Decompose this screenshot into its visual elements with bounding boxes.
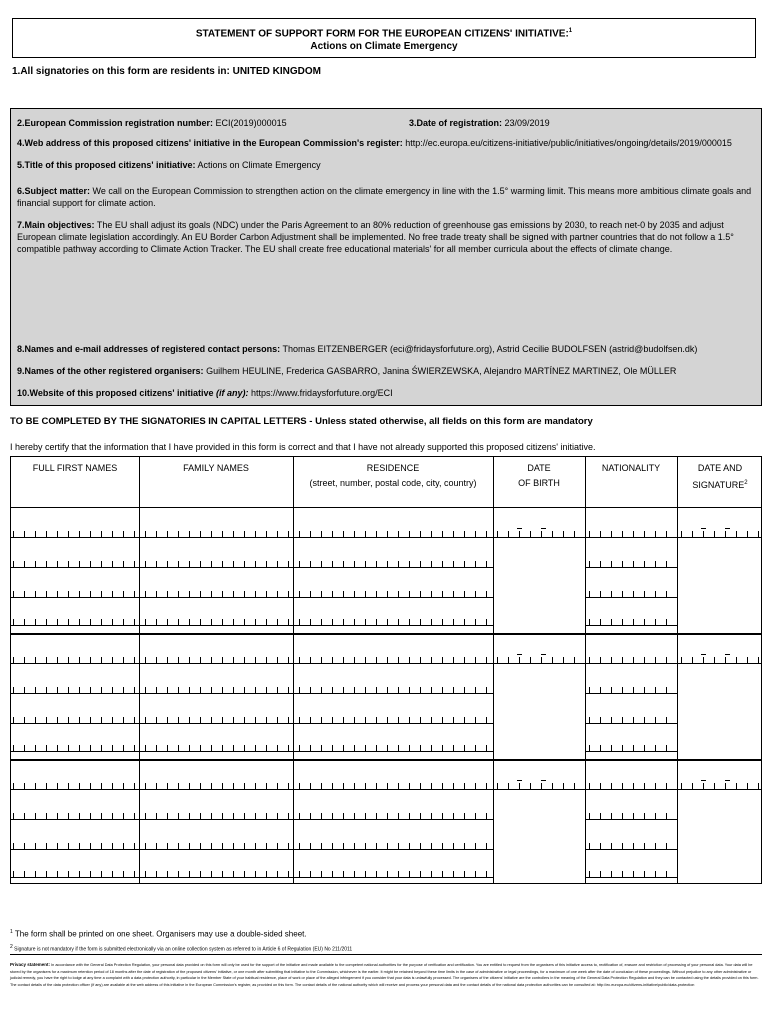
header-signature bbox=[677, 457, 763, 507]
nationality-line bbox=[585, 877, 677, 878]
signature-date-separator bbox=[701, 780, 706, 781]
website-if-any: (if any): bbox=[216, 388, 249, 398]
nationality-ticks bbox=[589, 717, 675, 723]
organisers-label: 9.Names of the other registered organisers: bbox=[17, 366, 204, 376]
character-ticks bbox=[13, 591, 491, 597]
entry-line bbox=[11, 567, 493, 568]
reg-date-group bbox=[409, 117, 550, 129]
character-ticks bbox=[13, 657, 491, 663]
signatory-divider bbox=[11, 759, 761, 761]
instructions-text: TO BE COMPLETED BY THE SIGNATORIES IN CAPITAL LETTERS - Unless stated otherwise, all fields on this form are mandatory bbox=[10, 416, 593, 427]
dob-line bbox=[493, 789, 585, 790]
nationality-line bbox=[585, 819, 677, 820]
signature-date-separator bbox=[725, 780, 730, 781]
web-address-row bbox=[17, 137, 753, 149]
signature-date-separator bbox=[701, 528, 706, 529]
objectives-value: The EU shall adjust its goals (NDC) under the Paris Agreement to an 80% reduction of greenhouse gas emissions by 2030, to reach net-0 by 2035 and adjust European climate legislation accordingly. An EU Border Carbon Adjustment shall be implemented. No free trade treaty shall be signed with partner countries that do not follow a 1.5° compatible pathway according to Climate Action Tracker. The EU shall create free educational materials' for all member curricula about the effects of climate change. bbox=[17, 220, 734, 254]
dob-line bbox=[493, 663, 585, 664]
initiative-title-label: 5.Title of this proposed citizens' initiative: bbox=[17, 160, 196, 170]
form-subtitle: Actions on Climate Emergency bbox=[310, 41, 458, 53]
website-label: 10.Website of this proposed citizens' initiative bbox=[17, 388, 214, 398]
entry-line bbox=[11, 877, 493, 878]
signature-date-ticks bbox=[681, 783, 759, 789]
header-residence-sub: (street, number, postal code, city, country) bbox=[309, 478, 477, 488]
character-ticks bbox=[13, 717, 491, 723]
signatures-table bbox=[10, 456, 762, 884]
reg-number-label: 2.European Commission registration number: bbox=[17, 118, 214, 128]
title-row bbox=[17, 159, 753, 171]
dob-separator bbox=[517, 654, 522, 655]
character-ticks bbox=[13, 619, 491, 625]
character-ticks bbox=[13, 813, 491, 819]
entry-line bbox=[11, 751, 493, 752]
header-divider bbox=[11, 507, 761, 508]
contacts-row bbox=[17, 343, 753, 355]
certification-text: I hereby certify that the information that I have provided in this form is correct and that I have not already supported this proposed citizens' initiative. bbox=[10, 442, 596, 452]
nationality-ticks bbox=[589, 619, 675, 625]
entry-line bbox=[11, 663, 493, 664]
header-residence bbox=[293, 457, 493, 507]
entry-line bbox=[11, 723, 493, 724]
header-family-names: FAMILY NAMES bbox=[183, 463, 249, 473]
nationality-line bbox=[585, 537, 677, 538]
objectives-label: 7.Main objectives: bbox=[17, 220, 95, 230]
header-signature-label: DATE AND SIGNATURE bbox=[692, 463, 745, 490]
website-value[interactable]: https://www.fridaysforfuture.org/ECI bbox=[251, 388, 393, 398]
signatory-divider bbox=[11, 633, 761, 635]
nationality-ticks bbox=[589, 745, 675, 751]
contacts-label: 8.Names and e-mail addresses of registered contact persons: bbox=[17, 344, 281, 354]
title-footnote-mark: 1 bbox=[568, 28, 573, 34]
signature-date-line bbox=[677, 789, 761, 790]
signature-date-line bbox=[677, 663, 761, 664]
header-residence-label: RESIDENCE bbox=[366, 463, 420, 473]
nationality-line bbox=[585, 597, 677, 598]
footnote-1: The form shall be printed on one sheet. Organisers may use a double-sided sheet. bbox=[14, 929, 307, 939]
nationality-line bbox=[585, 723, 677, 724]
form-title-box bbox=[12, 18, 756, 58]
dob-ticks bbox=[497, 657, 583, 663]
dob-line bbox=[493, 537, 585, 538]
header-dob-label: DATE bbox=[527, 463, 551, 473]
signature-date-ticks bbox=[681, 531, 759, 537]
header-dob bbox=[493, 457, 585, 507]
entry-line bbox=[11, 789, 493, 790]
footnote-2-mark: 2 bbox=[10, 943, 13, 950]
nationality-line bbox=[585, 849, 677, 850]
header-first-names: FULL FIRST NAMES bbox=[32, 463, 118, 473]
subject-value: We call on the European Commission to strengthen action on the climate emergency in line with the 1.5° warming limit. This means more ambitious climate goals and financial support for climate action. bbox=[17, 186, 752, 208]
dob-ticks bbox=[497, 783, 583, 789]
reg-date-value: 23/09/2019 bbox=[504, 118, 550, 128]
signature-date-ticks bbox=[681, 657, 759, 663]
dob-separator bbox=[517, 780, 522, 781]
nationality-ticks bbox=[589, 687, 675, 693]
nationality-line bbox=[585, 567, 677, 568]
nationality-ticks bbox=[589, 657, 675, 663]
subject-row bbox=[17, 185, 753, 209]
dob-separator bbox=[517, 528, 522, 529]
nationality-ticks bbox=[589, 561, 675, 567]
dob-ticks bbox=[497, 531, 583, 537]
header-signature-footnote-mark: 2 bbox=[744, 480, 748, 486]
nationality-ticks bbox=[589, 531, 675, 537]
contacts-value: Thomas EITZENBERGER (eci@fridaysforfuture.org), Astrid Cecilie BUDOLFSEN (astrid@budolfsen.dk) bbox=[282, 344, 698, 354]
entry-line bbox=[11, 625, 493, 626]
entry-line bbox=[11, 693, 493, 694]
reg-number-value: ECI(2019)000015 bbox=[215, 118, 287, 128]
entry-line bbox=[11, 819, 493, 820]
nationality-line bbox=[585, 663, 677, 664]
entry-line bbox=[11, 597, 493, 598]
footnote-2: Signature is not mandatory if the form is submitted electronically via an online collection system as referred to in Article 6 of Regulation (EU) No 211/2011 bbox=[14, 946, 353, 953]
reg-date-label: 3.Date of registration: bbox=[409, 118, 503, 128]
signature-date-separator bbox=[701, 654, 706, 655]
registration-row bbox=[17, 117, 753, 129]
footnote-1-mark: 1 bbox=[10, 929, 13, 935]
nationality-line bbox=[585, 693, 677, 694]
residents-statement: 1.All signatories on this form are residents in: UNITED KINGDOM bbox=[12, 66, 321, 77]
initiative-details-panel bbox=[10, 108, 762, 406]
entry-line bbox=[11, 537, 493, 538]
character-ticks bbox=[13, 687, 491, 693]
nationality-line bbox=[585, 789, 677, 790]
subject-label: 6.Subject matter: bbox=[17, 186, 91, 196]
website-row bbox=[17, 387, 753, 399]
character-ticks bbox=[13, 531, 491, 537]
form-title: STATEMENT OF SUPPORT FORM FOR THE EUROPEAN CITIZENS' INITIATIVE: bbox=[195, 28, 569, 40]
signature-date-separator bbox=[725, 528, 730, 529]
nationality-ticks bbox=[589, 813, 675, 819]
privacy-text: In accordance with the General Data Protection Regulation, your personal data provided on this form will only be used for the support of the initiative and made available to the competent national authorities for the purpose of verification and certification. You are entitled to request from the organisers of this initiative access to, rectification of, erasure and restriction of processing of your personal data. Your data will be stored by the organisers for a maximum retention period of 18 months after the date of registration of the proposed citizens' initiative, or one month after submitting that initiative to the Commission, whichever is the earlier. It might be retained beyond these time limits in the case of administrative or legal proceedings, for a maximum of one week after the date of conclusion of these proceedings. Without prejudice to any other administrative or judicial remedy, you have the right to lodge at any time a complaint with a data protection authority, in particular in the Member State of your habitual residence, place of work or place of the alleged infringement if you consider that your data is unlawfully processed. The organisers of the citizens' initiative are the controllers in the meaning of the General Data Protection Regulation and they can be contacted using the details provided on this form. The contact details of the data protection officer (if any) are available at the web address of this initiative in the European Commission's register, as provided on this form. The contact details of the national authority which will receive and process your personal data and the contact details of the national data protection authorities can be consulted at: http://ec.europa.eu/citizens-initiative/public/data-protection bbox=[10, 963, 759, 987]
organisers-value: Guilhem HEULINE, Frederica GASBARRO, Janina ŚWIERZEWSKA, Alejandro MARTÍNEZ MARTINEZ, Ole MÜLLER bbox=[206, 366, 677, 376]
character-ticks bbox=[13, 843, 491, 849]
dob-separator bbox=[541, 528, 546, 529]
signature-date-line bbox=[677, 537, 761, 538]
nationality-line bbox=[585, 751, 677, 752]
objectives-row bbox=[17, 219, 753, 255]
character-ticks bbox=[13, 783, 491, 789]
entry-line bbox=[11, 849, 493, 850]
dob-separator bbox=[541, 654, 546, 655]
character-ticks bbox=[13, 871, 491, 877]
privacy-statement bbox=[10, 962, 762, 988]
dob-separator bbox=[541, 780, 546, 781]
web-address-value[interactable]: http://ec.europa.eu/citizens-initiative/public/initiatives/ongoing/details/2019/000015 bbox=[405, 138, 732, 148]
footnotes bbox=[10, 926, 352, 955]
header-dob-sub: OF BIRTH bbox=[518, 478, 560, 488]
nationality-ticks bbox=[589, 871, 675, 877]
organisers-row bbox=[17, 365, 753, 377]
nationality-ticks bbox=[589, 783, 675, 789]
header-nationality: NATIONALITY bbox=[601, 463, 661, 473]
character-ticks bbox=[13, 745, 491, 751]
privacy-separator bbox=[10, 954, 762, 955]
nationality-ticks bbox=[589, 843, 675, 849]
nationality-ticks bbox=[589, 591, 675, 597]
nationality-line bbox=[585, 625, 677, 626]
initiative-title-value: Actions on Climate Emergency bbox=[197, 160, 321, 170]
web-address-label: 4.Web address of this proposed citizens' initiative in the European Commission's register: bbox=[17, 138, 403, 148]
privacy-label: Privacy statement: bbox=[10, 962, 51, 967]
signature-date-separator bbox=[725, 654, 730, 655]
column-divider bbox=[493, 457, 494, 883]
column-divider bbox=[677, 457, 678, 883]
character-ticks bbox=[13, 561, 491, 567]
